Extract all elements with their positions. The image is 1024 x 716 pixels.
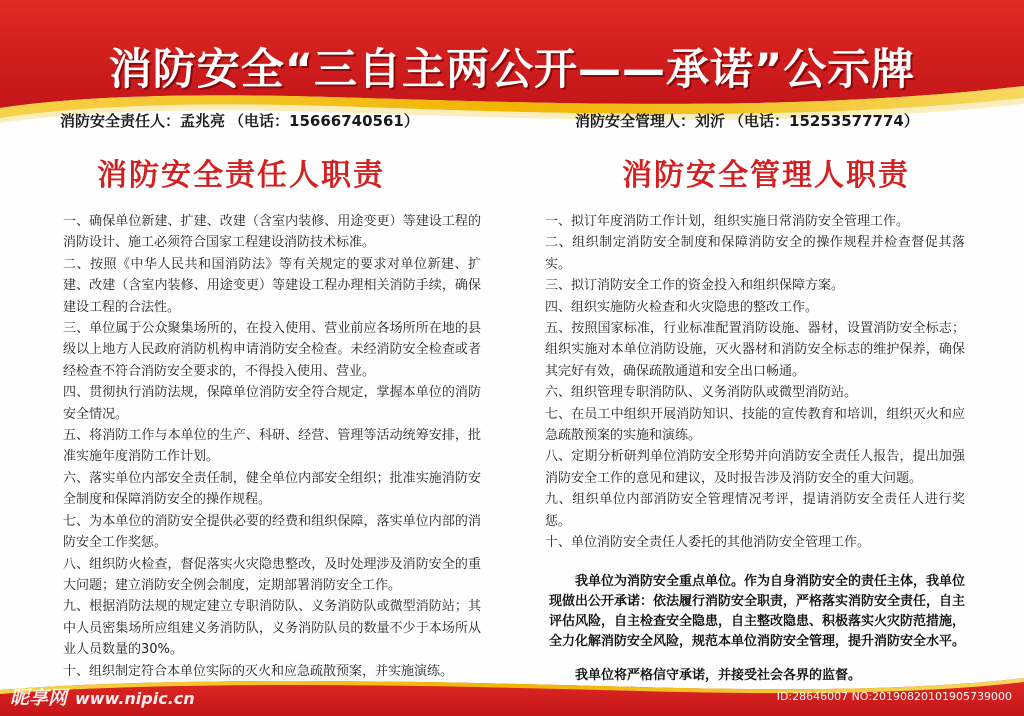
watermark-url: www.nipic.cn: [75, 689, 195, 708]
duty-item: 八、定期分析研判单位消防安全形势并向消防安全责任人报告，提出加强消防安全工作的意见和建议，及时报告涉及消防安全的重大问题。: [545, 449, 965, 486]
promise-closing-line: 我单位将严格信守承诺，并接受社会各界的监督。: [575, 668, 862, 683]
manager-person-label: 消防安全管理人：: [575, 112, 696, 130]
responsible-person-name: 孟兆亮: [180, 112, 226, 130]
responsible-duties-list: [63, 211, 481, 682]
duty-item: 四、贯彻执行消防法规，保障单位消防安全符合规定，掌握本单位的消防安全情况。: [63, 385, 481, 422]
duty-item: 六、组织管理专职消防队、义务消防队或微型消防站。: [545, 385, 858, 401]
responsible-person-phone: （电话：15666740561）: [229, 112, 419, 130]
duty-item: 一、确保单位新建、扩建、改建（含室内装修、用途变更）等建设工程的消防设计、施工必须符合国家工程建设消防技术标准。: [63, 214, 481, 251]
duty-item: 十、组织制定符合本单位实际的灭火和应急疏散预案，并实施演练。: [63, 663, 454, 679]
watermark-id: ID:28646007 NO:20190820101905739000: [776, 690, 1012, 703]
duty-item: 十、单位消防安全责任人委托的其他消防安全管理工作。: [545, 535, 871, 551]
duty-item: 七、在员工中组织开展消防知识、技能的宣传教育和培训，组织灭火和应急疏散预案的实施和演练。: [545, 406, 965, 444]
watermark-logo-text: 昵享网: [10, 687, 68, 709]
duty-item: 二、按照《中华人民共和国消防法》等有关规定的要求对单位新建、扩建、改建（含室内装修、用途变更）等建设工程办理相关消防手续，确保建设工程的合法性。: [63, 256, 481, 315]
duty-item: 二、组织制定消防安全制度和保障消防安全的操作规程并检查督促其落实。: [545, 235, 965, 272]
duty-item: 四、组织实施防火检查和火灾隐患的整改工作。: [545, 299, 819, 315]
manager-person-name: 刘沂: [695, 112, 726, 130]
duty-item: 八、组织防火检查，督促落实火灾隐患整改，及时处理涉及消防安全的重大问题；建立消防安全例会制度，定期部署消防安全工作。: [63, 556, 481, 593]
board-title: 消防安全“三自主两公开——承诺”公示牌: [108, 45, 916, 95]
responsible-person-line: [60, 110, 419, 131]
duty-item: 五、将消防工作与本单位的生产、科研、经营、管理等活动统筹安排，批准实施年度消防工作计划。: [63, 428, 481, 465]
responsible-duties-heading: 消防安全责任人职责: [97, 158, 385, 193]
duty-item: 七、为本单位的消防安全提供必要的经费和组织保障，落实单位内部的消防安全工作奖惩。: [63, 513, 481, 551]
duty-item: 五、按照国家标准，行业标准配置消防设施、器材，设置消防安全标志；组织实施对本单位消防设施，灭火器材和消防安全标志的维护保养，确保其完好有效，确保疏散通道和安全出口畅通。: [545, 321, 965, 379]
duty-item: 六、落实单位内部安全责任制，健全单位内部安全组织；批准实施消防安全制度和保障消防安全的操作规程。: [63, 470, 481, 508]
manager-person-line: [575, 110, 919, 131]
manager-duties-heading: 消防安全管理人职责: [622, 158, 910, 193]
responsible-person-label: 消防安全责任人：: [60, 112, 181, 130]
duty-item: 九、组织单位内部消防安全管理情况考评，提请消防安全责任人进行奖惩。: [545, 492, 965, 529]
manager-person-phone: （电话：15253577774）: [729, 112, 919, 130]
duty-item: 九、根据消防法规的规定建立专职消防队、义务消防队或微型消防站；其中人员密集场所应组建义务消防队，义务消防队员的数量不少于本场所从业人员数量的30%。: [63, 599, 481, 658]
public-promise-paragraph: 我单位为消防安全重点单位。作为自身消防安全的责任主体，我单位现做出公开承诺：依法履行消防安全职责，严格落实消防安全责任，自主评估风险，自主检查安全隐患，自主整改隐患、积极落实火灾防范措施，全力化解消防安全风险，规范本单位消防安全管理，提升消防安全水平。: [549, 574, 966, 649]
duty-item: 三、拟订消防安全工作的资金投入和组织保障方案。: [545, 278, 845, 294]
duty-item: 三、单位属于公众聚集场所的，在投入使用、营业前应各场所所在地的县级以上地方人民政府消防机构申请消防安全检查。未经消防安全检查或者经检查不符合消防安全要求的，不得投入使用、营业。: [63, 321, 481, 379]
duty-item: 一、拟订年度消防工作计划，组织实施日常消防安全管理工作。: [545, 214, 910, 229]
manager-duties-list: [545, 211, 965, 554]
watermark-logo: [10, 683, 195, 710]
